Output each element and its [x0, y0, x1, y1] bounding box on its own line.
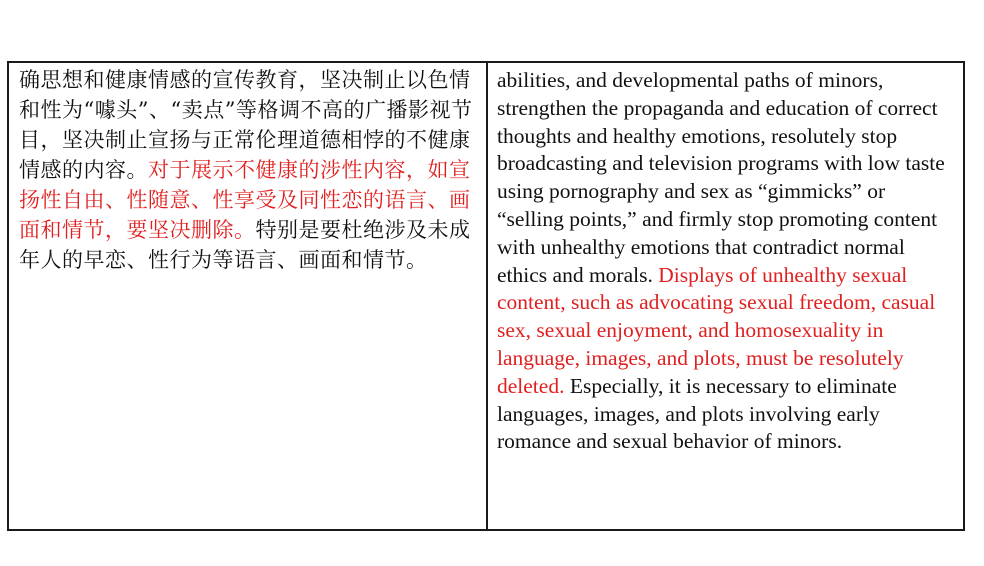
- chinese-text-cell: [9, 63, 488, 529]
- english-text-cell: [488, 63, 963, 529]
- english-text-black-1: abilities, and developmental paths of minors, strengthen the propaganda and education of correct thoughts and healthy emotions, resolutely stop broadcasting and television programs with low taste using pornography and sex as “gimmicks” or “selling points,” and firmly stop promoting content with unhealthy emotions that contradict normal ethics and morals.: [497, 68, 945, 287]
- chinese-text-black-2: 特别是要杜绝涉及未成年人的早恋、性行为等语言、画面和情节。: [19, 218, 471, 272]
- translation-table: [7, 61, 965, 531]
- chinese-text-highlighted: 对于展示不健康的涉性内容，如宣扬性自由、性随意、性享受及同性恋的语言、画面和情节，要坚决删除。: [19, 158, 471, 242]
- chinese-text-black-1: 确思想和健康情感的宣传教育，坚决制止以色情和性为“噱头”、“卖点”等格调不高的广播影视节目，坚决制止宣扬与正常伦理道德相悖的不健康情感的内容。: [19, 68, 473, 182]
- english-paragraph: [497, 67, 955, 456]
- cell-bottom-clip: [488, 515, 963, 529]
- chinese-paragraph: [19, 65, 478, 275]
- english-text-black-2: Especially, it is necessary to eliminate languages, images, and plots involving early romance and sexual behavior of minors.: [497, 373, 897, 454]
- english-text-highlighted: Displays of unhealthy sexual content, such as advocating sexual freedom, casual sex, sexual enjoyment, and homosexuality in language, images, and plots, must be resolutely deleted.: [497, 262, 936, 398]
